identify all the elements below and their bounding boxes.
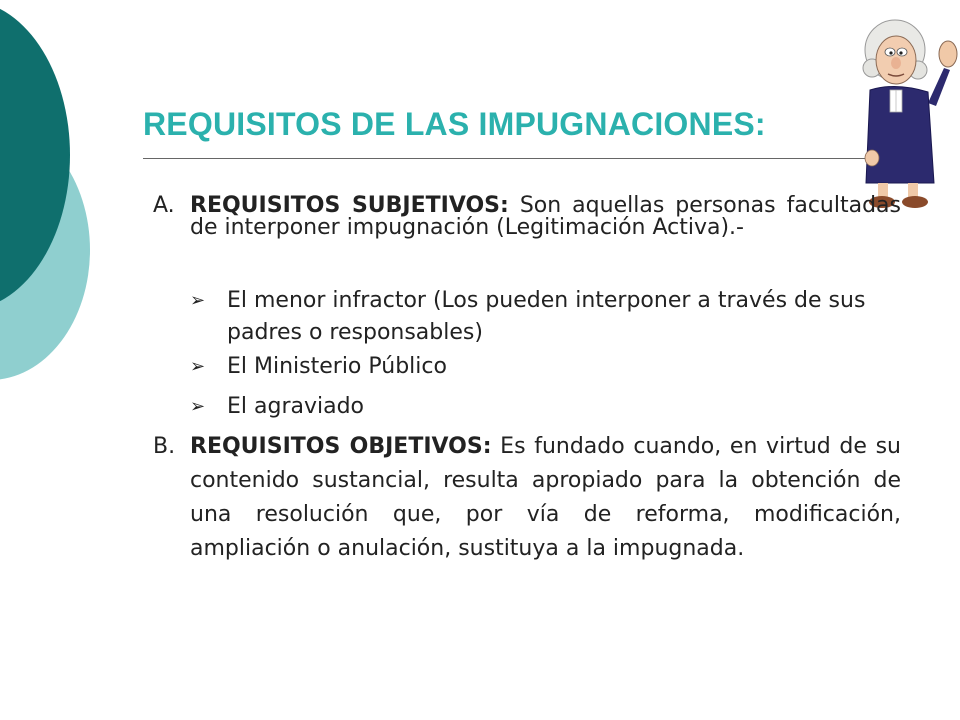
list-item: ➢ El Ministerio Público [190,354,447,379]
section-a-heading: REQUISITOS SUBJETIVOS: [190,193,509,218]
section-a-bullet-1 [153,285,901,349]
section-a [153,195,901,239]
judge-mascot-icon [860,8,960,213]
list-item: ➢ El agraviado [190,394,365,419]
section-a-bullet-3 [153,394,901,420]
slide-title: REQUISITOS DE LAS IMPUGNACIONES: [143,106,766,142]
list-item: ➢ El menor infractor (Los pueden interponer a través de sus padres o responsables) [190,285,901,349]
section-a-bullet-2 [153,354,901,380]
section-b-paragraph [153,430,901,566]
section-a-marker: A. [153,193,175,218]
section-b-heading: REQUISITOS OBJETIVOS: [190,434,492,459]
section-b-marker: B. [153,434,176,459]
chevron-right-icon: ➢ [190,396,206,417]
chevron-right-icon: ➢ [190,290,206,311]
section-a-paragraph [153,195,901,239]
section-b-text: Es fundado cuando, en virtud de su contenido sustancial, resulta apropiado para la obtención de una resolución que, por vía de reforma, modificación, ampliación o anulación, sustituya a la impugnada. [190,434,901,561]
title-divider [143,158,888,159]
section-b [153,430,901,566]
section-a-text: Son aquellas personas facultadas de interponer impugnación (Legitimación Activa).- [190,193,901,240]
chevron-right-icon: ➢ [190,356,206,377]
